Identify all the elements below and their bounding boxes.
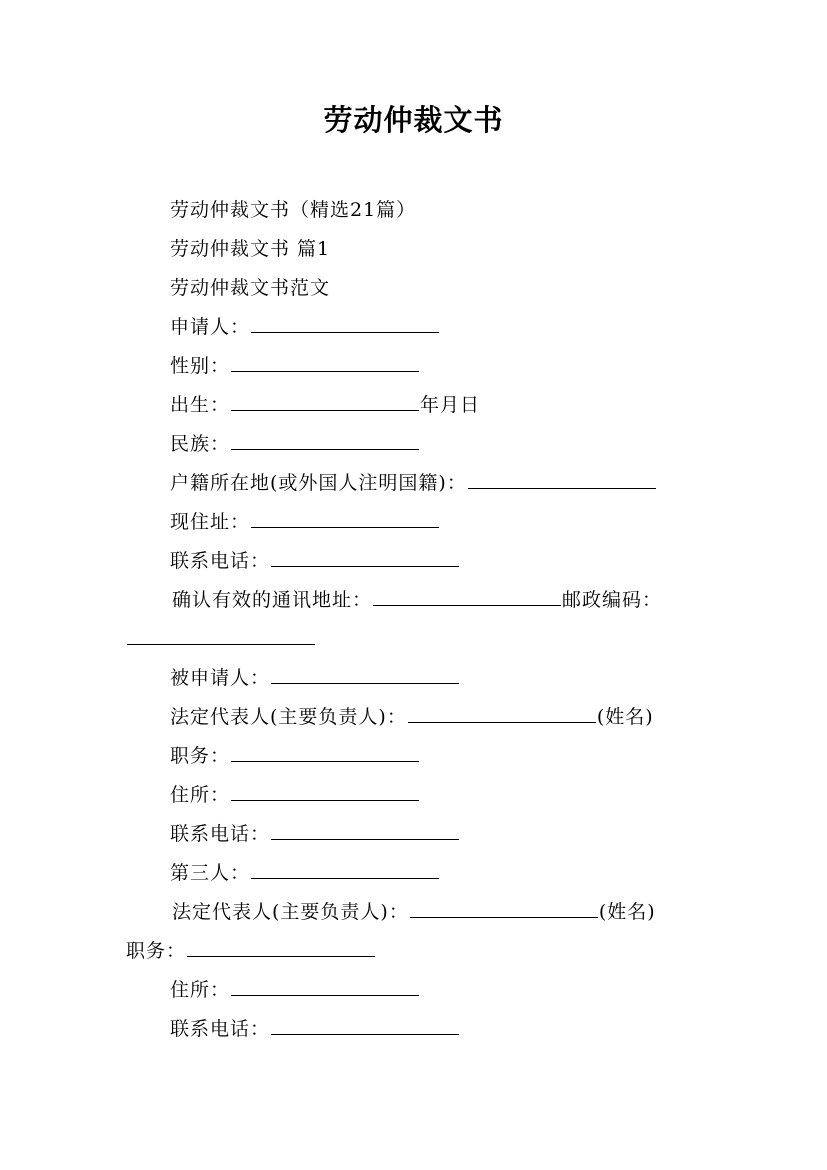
- phone3-line: 联系电话：: [170, 1015, 460, 1043]
- legal-rep2-blank: [410, 898, 598, 918]
- doc-line-sample: 劳动仲裁文书范文: [170, 277, 331, 299]
- ethnicity-line: 民族：: [170, 430, 420, 458]
- gender-blank: [231, 352, 419, 372]
- ethnicity-blank: [231, 430, 419, 450]
- doc-line-heading: 劳动仲裁文书（精选21篇）: [170, 199, 417, 221]
- position-line: 职务：: [170, 742, 420, 770]
- position2-blank: [187, 937, 375, 957]
- document-title: 劳动仲裁文书: [323, 103, 504, 137]
- phone2-line: 联系电话：: [170, 820, 460, 848]
- phone-blank: [271, 547, 459, 567]
- legal-rep-line: 法定代表人(主要负责人)： (姓名): [170, 703, 654, 731]
- legal-rep-blank: [408, 703, 596, 723]
- position2-line: 职务：: [126, 937, 376, 965]
- position-blank: [231, 742, 419, 762]
- doc-line-section: 劳动仲裁文书 篇1: [170, 238, 331, 260]
- residence-line: 住所：: [170, 781, 420, 809]
- gender-line: 性别：: [170, 352, 420, 380]
- residence2-blank: [231, 976, 419, 996]
- applicant-line: 申请人：: [170, 313, 440, 341]
- mail-address-line: 确认有效的通讯地址： 邮政编码：: [172, 586, 662, 614]
- mail-address-blank: [373, 586, 561, 606]
- legal-rep2-line: 法定代表人(主要负责人)： (姓名): [172, 898, 656, 926]
- phone2-blank: [271, 820, 459, 840]
- residence-blank: [231, 781, 419, 801]
- third-party-blank: [251, 859, 439, 879]
- household-line: 户籍所在地(或外国人注明国籍)：: [170, 469, 657, 497]
- respondent-blank: [271, 664, 459, 684]
- third-party-line: 第三人：: [170, 859, 440, 887]
- address-blank: [251, 508, 439, 528]
- residence2-line: 住所：: [170, 976, 420, 1004]
- address-line: 现住址：: [170, 508, 440, 536]
- phone3-blank: [271, 1015, 459, 1035]
- postcode-blank: [127, 625, 315, 645]
- birth-line: 出生： 年月日: [170, 391, 480, 419]
- respondent-line: 被申请人：: [170, 664, 460, 692]
- birth-blank: [231, 391, 419, 411]
- phone-line: 联系电话：: [170, 547, 460, 575]
- applicant-blank: [251, 313, 439, 333]
- postcode-blank-line: [126, 625, 316, 653]
- household-blank: [468, 469, 656, 489]
